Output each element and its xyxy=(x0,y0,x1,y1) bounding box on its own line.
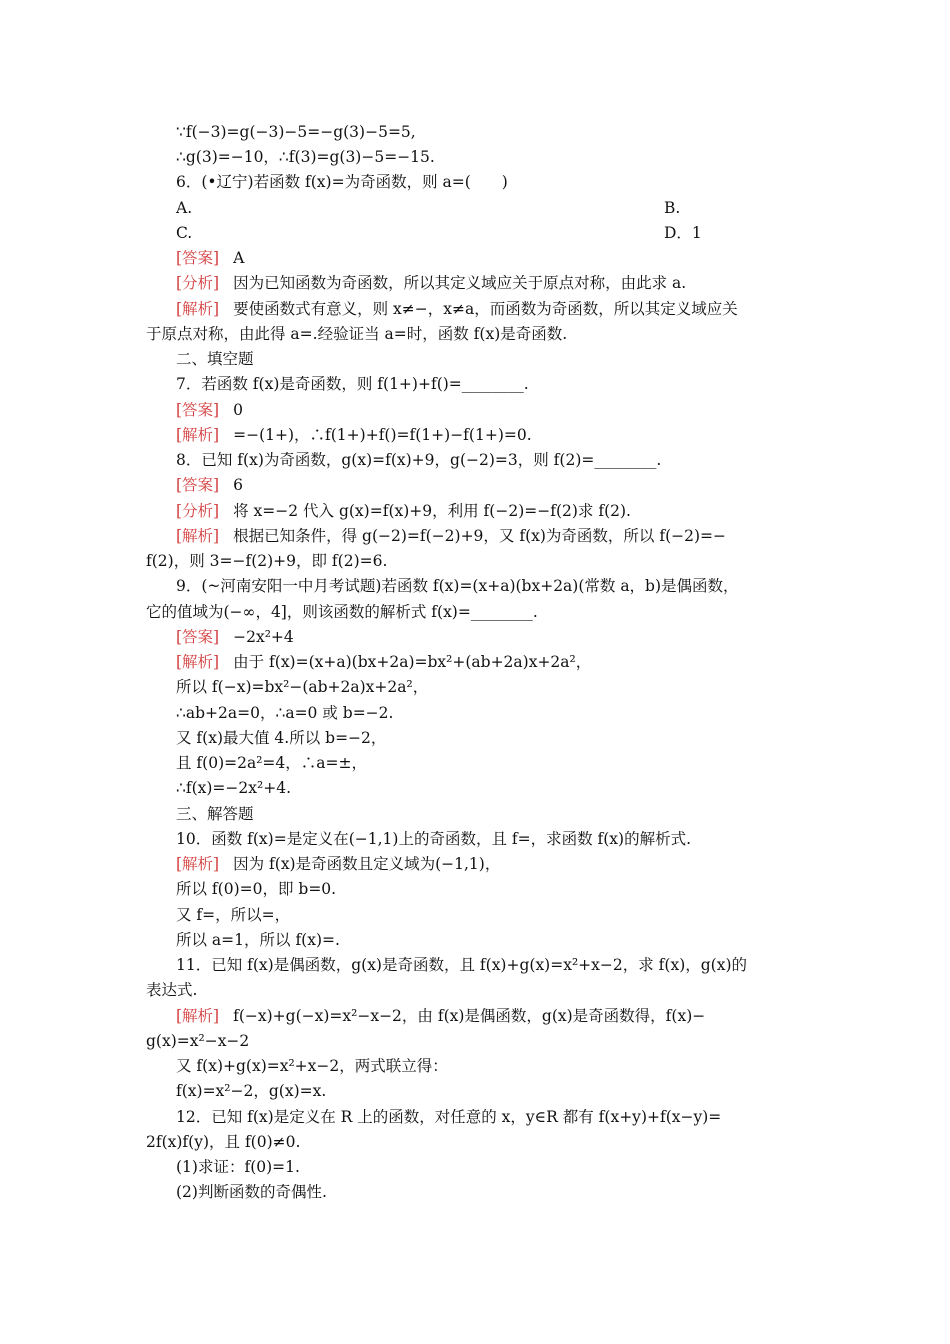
answer-text: 6 xyxy=(233,476,243,494)
text-line: 它的值域为(−∞，4]，则该函数的解析式 f(x)=________. xyxy=(146,603,538,621)
text-line: (1)求证：f(0)=1. xyxy=(176,1158,300,1176)
answer-text: 0 xyxy=(233,401,243,419)
solution-tag: [解析] xyxy=(176,855,220,873)
answer-line xyxy=(176,475,243,495)
answer-text: −2x²+4 xyxy=(233,628,294,646)
option-b: B. xyxy=(664,199,681,217)
text-line: 且 f(0)=2a²=4，∴a=±， xyxy=(176,754,367,772)
section-heading: 三、解答题 xyxy=(176,805,254,823)
solution-text: =−(1+)，∴f(1+)+f()=f(1+)−f(1+)=0. xyxy=(233,426,532,444)
solution-text: 由于 f(x)=(x+a)(bx+2a)=bx²+(ab+2a)x+2a²， xyxy=(233,653,592,671)
text-line: 所以 f(0)=0，即 b=0. xyxy=(176,880,337,898)
answer-line xyxy=(176,248,244,268)
solution-tag: [解析] xyxy=(176,653,220,671)
text-line: 又 f(x)最大值 4.所以 b=−2， xyxy=(176,729,387,747)
answer-tag: [答案] xyxy=(176,401,220,419)
section-heading: 二、填空题 xyxy=(176,350,254,368)
text-line: ∴f(x)=−2x²+4. xyxy=(176,779,292,797)
analysis-line xyxy=(176,273,686,293)
text-line: (2)判断函数的奇偶性. xyxy=(176,1183,327,1201)
question-7: 7．若函数 f(x)是奇函数，则 f(1+)+f()=________. xyxy=(176,375,529,393)
solution-text: 要使函数式有意义，则 x≠−，x≠a，而函数为奇函数，所以其定义域应关 xyxy=(233,300,738,318)
answer-line xyxy=(176,627,294,647)
solution-tag: [解析] xyxy=(176,300,220,318)
question-9: 9．(~河南安阳一中月考试题)若函数 f(x)=(x+a)(bx+2a)(常数 a，b)是偶函数， xyxy=(176,577,739,595)
text-line: 所以 f(−x)=bx²−(ab+2a)x+2a²， xyxy=(176,678,429,696)
question-10: 10．函数 f(x)=是定义在(−1,1)上的奇函数，且 f=，求函数 f(x)的解析式. xyxy=(176,830,692,848)
analysis-text: 将 x=−2 代入 g(x)=f(x)+9，利用 f(−2)=−f(2)求 f(2). xyxy=(233,502,631,520)
text-line: 2f(x)f(y)，且 f(0)≠0. xyxy=(146,1133,301,1151)
question-12: 12．已知 f(x)是定义在 R 上的函数，对任意的 x，y∈R 都有 f(x+y)+f(x−y)= xyxy=(176,1108,722,1126)
analysis-tag: [分析] xyxy=(176,502,220,520)
text-line: g(x)=x²−x−2 xyxy=(146,1032,250,1050)
option-c: C. xyxy=(176,224,193,242)
question-11: 11．已知 f(x)是偶函数，g(x)是奇函数，且 f(x)+g(x)=x²+x−2，求 f(x)，g(x)的 xyxy=(176,956,748,974)
question-6: 6．(•辽宁)若函数 f(x)=为奇函数，则 a=( ) xyxy=(176,173,508,191)
text-line: ∵f(−3)=g(−3)−5=−g(3)−5=5, xyxy=(176,123,416,141)
text-line: 又 f(x)+g(x)=x²+x−2，两式联立得： xyxy=(176,1057,448,1075)
option-a: A. xyxy=(176,199,193,217)
answer-text: A xyxy=(233,249,245,267)
solution-tag: [解析] xyxy=(176,527,220,545)
option-row xyxy=(176,223,702,243)
answer-tag: [答案] xyxy=(176,249,220,267)
answer-tag: [答案] xyxy=(176,628,220,646)
solution-line xyxy=(176,1006,705,1026)
solution-text: 根据已知条件，得 g(−2)=f(−2)+9，又 f(x)为奇函数，所以 f(−2)=− xyxy=(233,527,727,545)
question-8: 8．已知 f(x)为奇函数，g(x)=f(x)+9，g(−2)=3，则 f(2)=________. xyxy=(176,451,662,469)
option-d: D．1 xyxy=(664,224,702,242)
solution-line xyxy=(176,652,591,672)
answer-tag: [答案] xyxy=(176,476,220,494)
option-row xyxy=(176,198,681,218)
solution-text: f(−x)+g(−x)=x²−x−2，由 f(x)是偶函数，g(x)是奇函数得，f(x)− xyxy=(233,1007,706,1025)
text-line: ∴ab+2a=0，∴a=0 或 b=−2. xyxy=(176,704,394,722)
solution-line xyxy=(176,526,726,546)
solution-line xyxy=(176,299,738,319)
text-line: f(2)，则 3=−f(2)+9，即 f(2)=6. xyxy=(146,552,388,570)
solution-tag: [解析] xyxy=(176,1007,220,1025)
analysis-text: 因为已知函数为奇函数，所以其定义域应关于原点对称，由此求 a. xyxy=(233,274,687,292)
text-line: 于原点对称，由此得 a=.经验证当 a=时，函数 f(x)是奇函数. xyxy=(146,325,568,343)
solution-text: 因为 f(x)是奇函数且定义域为(−1,1)， xyxy=(233,855,501,873)
text-line: 表达式. xyxy=(146,981,198,999)
answer-line xyxy=(176,400,243,420)
solution-tag: [解析] xyxy=(176,426,220,444)
text-line: 所以 a=1，所以 f(x)=. xyxy=(176,931,340,949)
analysis-tag: [分析] xyxy=(176,274,220,292)
solution-line xyxy=(176,425,532,445)
analysis-line xyxy=(176,501,631,521)
text-line: 又 f=，所以=， xyxy=(176,906,291,924)
text-line: ∴g(3)=−10，∴f(3)=g(3)−5=−15. xyxy=(176,148,435,166)
text-line: f(x)=x²−2，g(x)=x. xyxy=(176,1082,327,1100)
solution-line xyxy=(176,854,500,874)
